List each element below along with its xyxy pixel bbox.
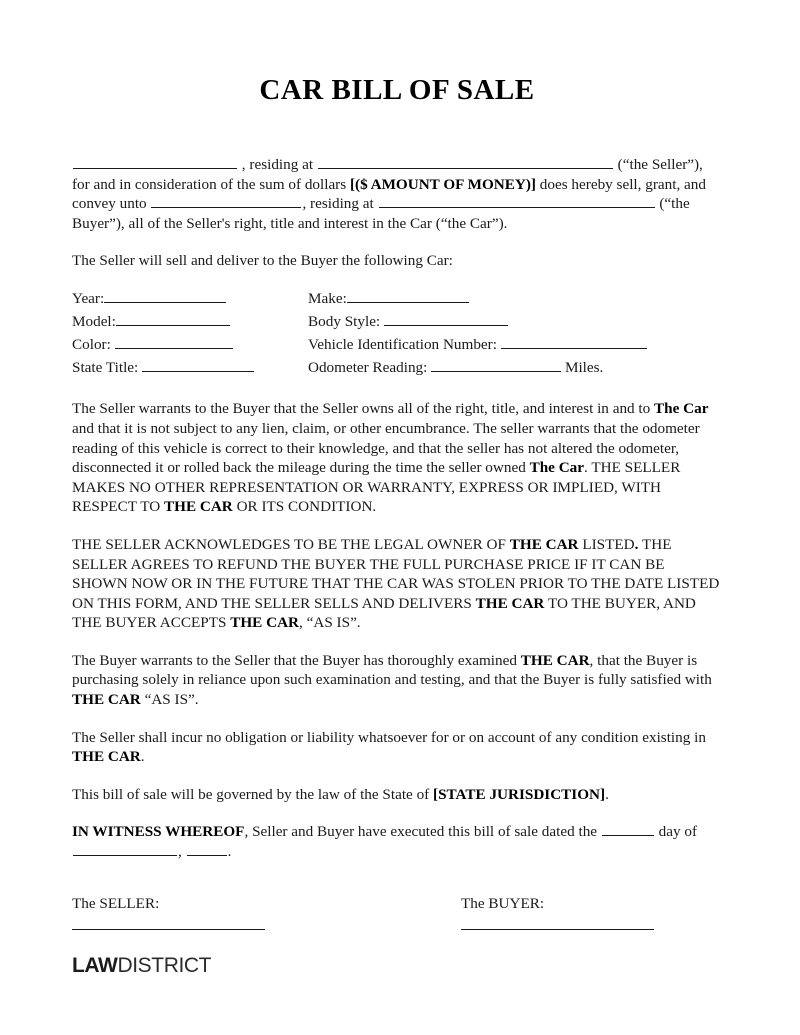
governing-law-paragraph [72,785,722,805]
field-color [72,335,308,358]
field-odometer-label: Odometer Reading: [308,359,428,377]
signature-block [72,894,722,931]
witness-part4: . [227,843,232,861]
warranty-part4: OR ITS CONDITION. [236,498,377,516]
field-body-style-label: Body Style: [308,313,381,331]
witness-month-blank[interactable] [73,842,177,856]
seller-signature-column [72,894,461,931]
buyer-examination-paragraph [72,651,722,710]
field-color-input[interactable] [115,335,233,349]
governing-law-part2: . [605,785,609,803]
amount-bracket-open: [( [349,175,361,193]
acknowledgement-the-car-3: THE CAR [230,614,300,632]
field-year [72,289,308,312]
field-make-label: Make: [308,289,347,307]
witness-paragraph [72,822,722,861]
witness-day-blank[interactable] [602,822,654,836]
witness-part1: , Seller and Buyer have executed this bill of sale dated the [244,823,598,841]
field-state-title-label: State Title: [72,359,139,377]
buyer-name-blank[interactable] [151,194,301,208]
field-make-input[interactable] [347,289,469,303]
field-model [72,312,308,335]
lawdistrict-logo [72,955,211,976]
governing-law-part1: This bill of sale will be governed by the law of the State of [72,785,430,803]
field-model-input[interactable] [116,312,230,326]
intro-seller-tag: (“the Seller”), for and in consideration of the sum of dollars [72,156,703,193]
amount-placeholder: $ AMOUNT OF MONEY [360,175,526,193]
table-row [72,335,722,358]
field-vin-label: Vehicle Identification Number: [308,336,497,354]
field-year-input[interactable] [104,289,226,303]
buyer-examination-the-car-2: THE CAR [72,691,141,709]
field-year-label: Year: [72,289,105,307]
buyer-address-blank[interactable] [379,194,655,208]
logo-district-text: DISTRICT [117,954,212,977]
table-row [72,289,722,312]
intro-residing-at-1: , residing at [241,156,314,173]
buyer-signature-label: The BUYER: [461,894,545,912]
field-body-style [308,312,722,335]
acknowledgement-part4: TO THE BUYER, AND THE BUYER ACCEPTS [72,594,696,632]
table-row [72,358,722,381]
field-vin-input[interactable] [501,335,647,349]
liability-part1: The Seller shall incur no obligation or liability whatsoever for or on account of any condition existing in [72,728,706,746]
buyer-examination-part3: “AS IS”. [144,691,199,709]
seller-signature-label: The SELLER: [72,894,160,912]
acknowledgement-the-car-2: THE CAR [475,594,545,612]
witness-part3: , [178,843,182,861]
acknowledgement-part5: , “AS IS”. [299,614,361,632]
witness-part2: day of [658,823,698,841]
intro-sell-grant: does hereby sell, grant, and convey unto [72,175,706,213]
table-row [72,312,722,335]
liability-paragraph [72,728,722,767]
acknowledgement-part3: THE SELLER AGREES TO REFUND THE BUYER THE FULL PURCHASE PRICE IF IT CAN BE SHOWN NOW OR IN THE FUTURE THAT THE CAR WAS STOLEN PRIOR TO THE DATE LISTED ON THIS FORM, AND THE SELLER SELLS AND DELIVERS [72,535,720,612]
vehicle-details-table [72,289,722,381]
field-body-style-input[interactable] [384,312,508,326]
field-model-label: Model: [72,313,116,331]
buyer-signature-line[interactable] [461,929,654,930]
field-state-title-input[interactable] [142,358,254,372]
warranty-the-car-2: The Car [529,459,585,477]
acknowledgement-paragraph [72,535,722,633]
witness-year-blank[interactable] [187,842,227,856]
acknowledgement-part2: LISTED [582,535,635,553]
buyer-examination-part2: , that the Buyer is purchasing solely in reliance upon such examination and testing, and that the Buyer is fully satisfied with [72,651,712,689]
governing-law-jurisdiction: [STATE JURISDICTION] [433,785,606,803]
warranty-part2: and that it is not subject to any lien, claim, or other encumbrance. The seller warrants that the odometer reading of this vehicle is correct to their knowledge, and that the seller has not altered the odometer, disconnected it or rolled back the mileage during the time the seller owned [72,419,700,477]
document-content [72,0,722,930]
warranty-the-car-3: THE CAR [164,498,233,516]
buyer-signature-column [461,894,721,931]
logo-law-text: LAW [72,954,118,977]
deliver-line: The Seller will sell and deliver to the Buyer the following Car: [72,252,453,270]
page-title: CAR BILL OF SALE [259,74,535,106]
field-odometer-suffix: Miles. [564,359,604,377]
field-vin [308,335,722,358]
acknowledgement-the-car-1: THE CAR [509,535,579,553]
witness-heading: IN WITNESS WHEREOF [72,823,245,841]
buyer-examination-the-car-1: THE CAR [520,651,590,669]
warranty-the-car-1: The Car [654,400,709,418]
field-color-label: Color: [72,336,111,354]
seller-address-blank[interactable] [318,155,613,169]
warranty-part3: . THE SELLER MAKES NO OTHER REPRESENTATION OR WARRANTY, EXPRESS OR IMPLIED, WITH RESPECT TO [72,459,681,516]
buyer-examination-part1: The Buyer warrants to the Seller that the Buyer has thoroughly examined [72,651,517,669]
liability-the-car-1: THE CAR [72,748,141,766]
field-make [308,289,722,312]
seller-name-blank[interactable] [73,155,237,169]
liability-part2: . [140,748,145,766]
intro-residing-at-2: , residing at [302,195,374,213]
warranty-part1: The Seller warrants to the Buyer that the Seller owns all of the right, title, and interest in and to [72,400,651,418]
warranty-paragraph [72,399,722,517]
field-odometer-input[interactable] [431,358,561,372]
amount-bracket-close: )] [525,175,536,193]
acknowledgement-period: . [634,535,639,553]
field-odometer [308,358,722,381]
field-state-title [72,358,308,381]
intro-paragraph [72,155,722,233]
intro-buyer-tag: (“the Buyer”), all of the Seller's right, title and interest in the Car (“the Car”). [72,195,690,232]
seller-signature-line[interactable] [72,929,265,930]
acknowledgement-part1: THE SELLER ACKNOWLEDGES TO BE THE LEGAL OWNER OF [72,535,506,553]
